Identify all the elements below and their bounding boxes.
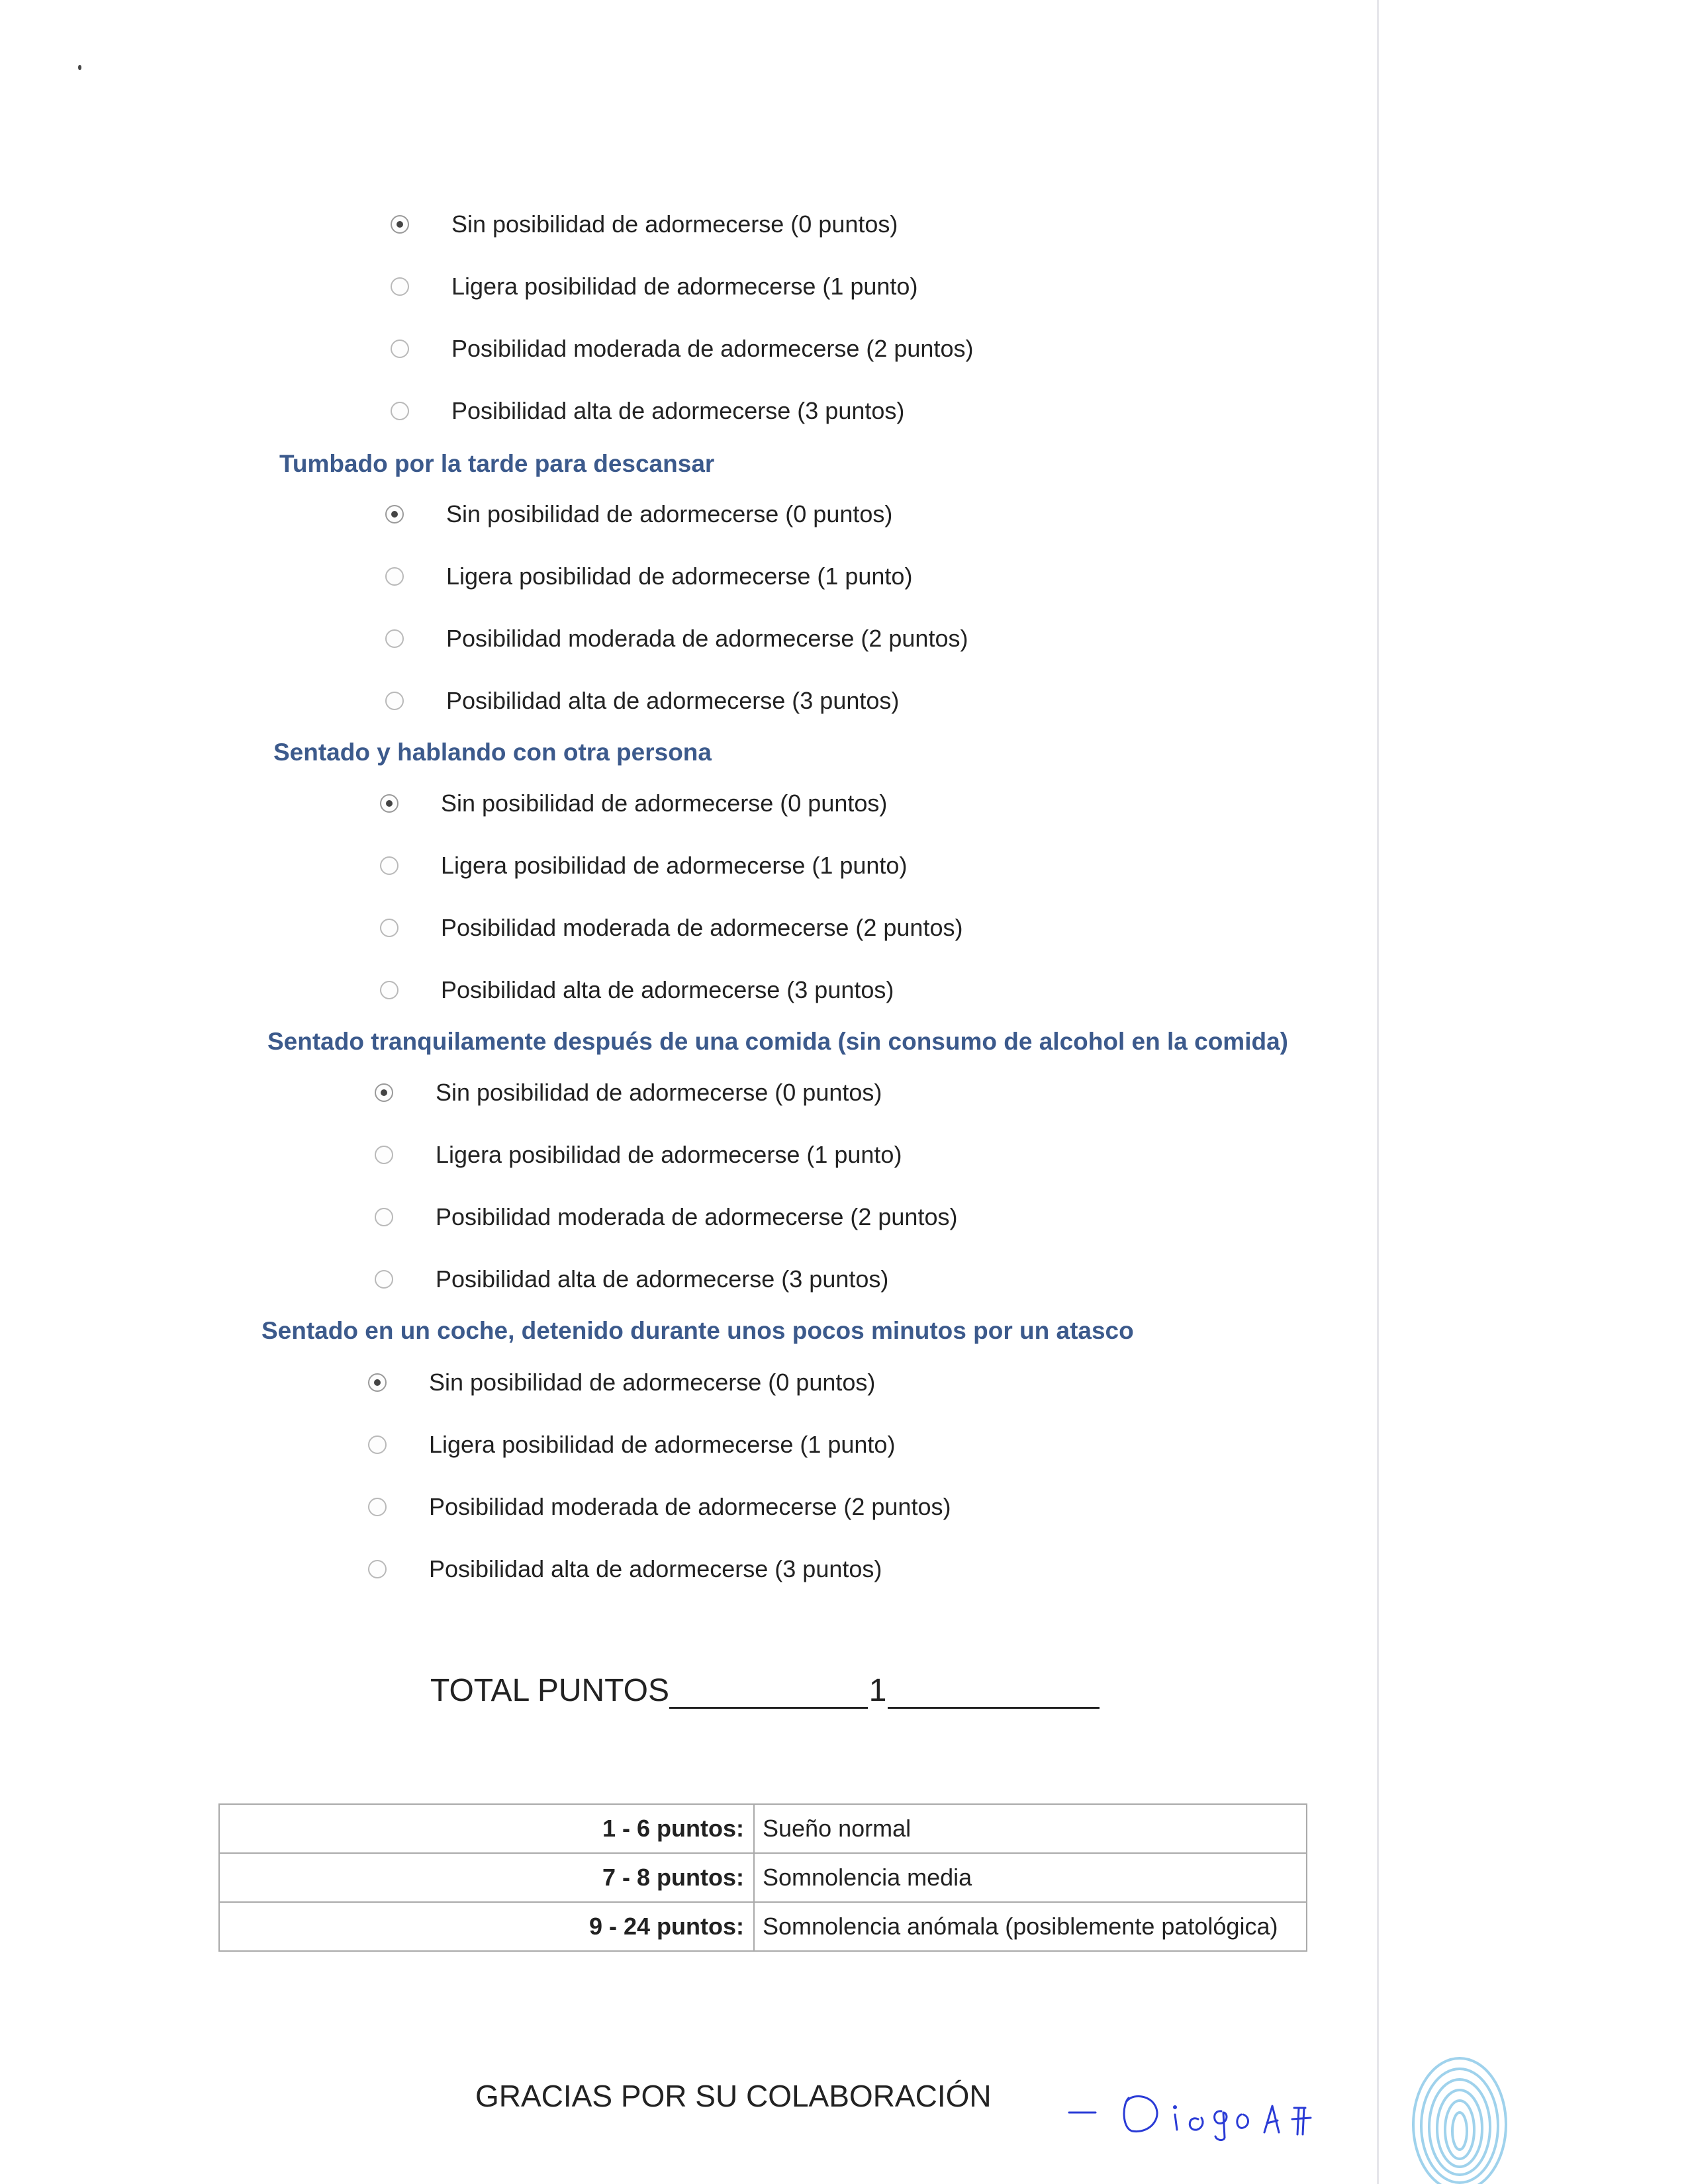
option-q5-2[interactable] xyxy=(368,1493,951,1521)
legend-description: Sueño normal xyxy=(754,1804,1307,1853)
option-label: Posibilidad alta de adormecerse (3 puntos) xyxy=(451,397,905,424)
legend-range: 9 - 24 puntos: xyxy=(219,1902,754,1951)
option-label: Posibilidad alta de adormecerse (3 puntos) xyxy=(441,976,894,1003)
radio-unselected[interactable] xyxy=(391,340,409,358)
radio-unselected[interactable] xyxy=(375,1270,393,1289)
option-label: Sin posibilidad de adormecerse (0 puntos) xyxy=(451,210,898,238)
radio-unselected[interactable] xyxy=(391,402,409,420)
radio-unselected[interactable] xyxy=(385,692,404,710)
fingerprint-icon xyxy=(1397,2025,1509,2184)
option-label: Ligera posibilidad de adormecerse (1 punto) xyxy=(446,563,913,590)
option-q3-2[interactable] xyxy=(380,914,962,942)
radio-unselected[interactable] xyxy=(391,277,409,296)
legend-description: Somnolencia media xyxy=(754,1853,1307,1902)
scan-edge-line xyxy=(1377,0,1379,2184)
option-label: Posibilidad moderada de adormecerse (2 puntos) xyxy=(436,1203,958,1230)
total-blank-left xyxy=(669,1671,868,1709)
option-q3-1[interactable] xyxy=(380,852,907,880)
scan-speck xyxy=(78,65,81,70)
table-row xyxy=(219,1853,1307,1902)
option-label: Ligera posibilidad de adormecerse (1 punto) xyxy=(451,273,918,300)
option-label: Posibilidad moderada de adormecerse (2 puntos) xyxy=(429,1493,951,1520)
total-value: 1 xyxy=(868,1673,887,1708)
radio-unselected[interactable] xyxy=(380,981,399,999)
radio-selected[interactable] xyxy=(368,1373,387,1392)
option-label: Sin posibilidad de adormecerse (0 puntos) xyxy=(436,1079,882,1106)
table-row xyxy=(219,1902,1307,1951)
option-q5-1[interactable] xyxy=(368,1431,895,1459)
option-label: Posibilidad alta de adormecerse (3 puntos) xyxy=(436,1265,889,1293)
option-label: Posibilidad moderada de adormecerse (2 puntos) xyxy=(451,335,974,362)
option-label: Sin posibilidad de adormecerse (0 puntos) xyxy=(446,500,893,527)
radio-unselected[interactable] xyxy=(385,629,404,648)
radio-selected[interactable] xyxy=(380,794,399,813)
radio-unselected[interactable] xyxy=(368,1498,387,1516)
radio-selected[interactable] xyxy=(385,505,404,523)
legend-range: 1 - 6 puntos: xyxy=(219,1804,754,1853)
option-q4-0[interactable] xyxy=(375,1079,882,1107)
option-q5-3[interactable] xyxy=(368,1555,882,1583)
option-label: Posibilidad moderada de adormecerse (2 puntos) xyxy=(441,914,963,941)
option-label: Ligera posibilidad de adormecerse (1 punto) xyxy=(429,1431,896,1458)
radio-unselected[interactable] xyxy=(385,567,404,586)
total-label: TOTAL PUNTOS xyxy=(430,1673,669,1708)
legend-range: 7 - 8 puntos: xyxy=(219,1853,754,1902)
option-q2-2[interactable] xyxy=(385,625,968,653)
radio-unselected[interactable] xyxy=(368,1435,387,1454)
radio-unselected[interactable] xyxy=(380,919,399,937)
question-title: Sentado en un coche, detenido durante unos pocos minutos por un atasco xyxy=(261,1317,1134,1344)
question-title: Sentado y hablando con otra persona xyxy=(273,739,712,766)
option-q2-0[interactable] xyxy=(385,500,892,528)
option-label: Sin posibilidad de adormecerse (0 puntos) xyxy=(429,1369,876,1396)
score-legend-table xyxy=(218,1803,1307,1952)
handwritten-signature xyxy=(1066,2078,1331,2144)
option-label: Ligera posibilidad de adormecerse (1 punto) xyxy=(441,852,908,879)
total-blank-right xyxy=(888,1671,1100,1709)
table-row xyxy=(219,1804,1307,1853)
radio-selected[interactable] xyxy=(375,1083,393,1102)
option-q1-2[interactable] xyxy=(391,335,973,363)
total-score xyxy=(430,1671,1100,1709)
option-label: Posibilidad moderada de adormecerse (2 puntos) xyxy=(446,625,968,652)
question-title: Tumbado por la tarde para descansar xyxy=(279,450,715,477)
radio-selected[interactable] xyxy=(391,215,409,234)
option-q3-0[interactable] xyxy=(380,790,887,817)
question-title: Sentado tranquilamente después de una comida (sin consumo de alcohol en la comida) xyxy=(267,1028,1288,1055)
radio-unselected[interactable] xyxy=(368,1560,387,1578)
radio-unselected[interactable] xyxy=(380,856,399,875)
option-q1-3[interactable] xyxy=(391,397,904,425)
radio-unselected[interactable] xyxy=(375,1208,393,1226)
option-q5-0[interactable] xyxy=(368,1369,875,1396)
radio-unselected[interactable] xyxy=(375,1146,393,1164)
option-label: Ligera posibilidad de adormecerse (1 punto) xyxy=(436,1141,902,1168)
option-label: Posibilidad alta de adormecerse (3 puntos) xyxy=(429,1555,882,1582)
option-q4-1[interactable] xyxy=(375,1141,902,1169)
option-label: Sin posibilidad de adormecerse (0 puntos) xyxy=(441,790,888,817)
option-q4-3[interactable] xyxy=(375,1265,888,1293)
option-label: Posibilidad alta de adormecerse (3 puntos) xyxy=(446,687,900,714)
option-q4-2[interactable] xyxy=(375,1203,957,1231)
option-q2-1[interactable] xyxy=(385,563,912,590)
option-q1-0[interactable] xyxy=(391,210,898,238)
legend-description: Somnolencia anómala (posiblemente patológica) xyxy=(754,1902,1307,1951)
option-q2-3[interactable] xyxy=(385,687,899,715)
option-q3-3[interactable] xyxy=(380,976,894,1004)
thanks-message: GRACIAS POR SU COLABORACIÓN xyxy=(475,2079,992,2113)
option-q1-1[interactable] xyxy=(391,273,917,300)
